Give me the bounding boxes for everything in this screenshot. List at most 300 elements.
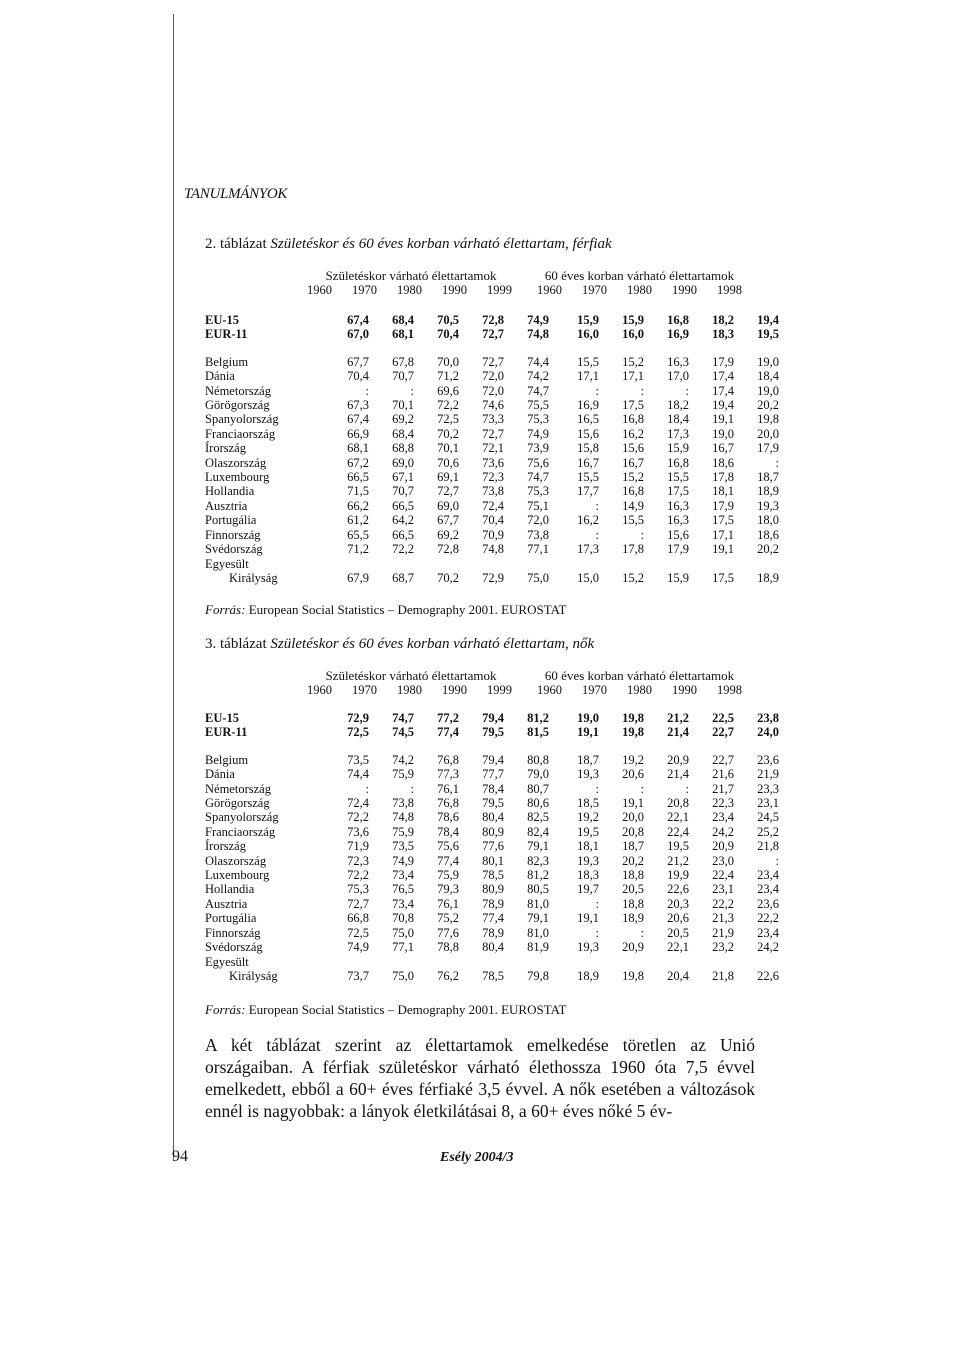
table-cell: 19,1 [577, 911, 599, 926]
table-cell: 70,4 [437, 327, 459, 342]
table-cell: 74,9 [347, 940, 369, 955]
table-row [205, 398, 779, 412]
year-label: 1990 [442, 683, 467, 697]
table-cell: 69,1 [437, 470, 459, 485]
table2-source-label: Forrás: [205, 602, 246, 617]
year-label: 1960 [537, 283, 562, 297]
table-cell: 81,2 [527, 868, 549, 883]
table-cell: : [595, 498, 599, 513]
year-label: 1970 [352, 283, 377, 297]
table-cell: 24,2 [757, 940, 779, 955]
table-cell: 72,5 [347, 725, 369, 740]
table-cell: 22,1 [667, 810, 689, 825]
table-cell: 75,0 [527, 570, 549, 585]
table2-number: 2. táblázat [205, 236, 267, 252]
table-cell: 66,8 [347, 911, 369, 926]
table-cell: 66,5 [347, 470, 369, 485]
table-cell: 21,9 [712, 925, 734, 940]
table3-number: 3. táblázat [205, 636, 267, 652]
row-label: Olaszország [205, 455, 267, 470]
table-cell: 19,1 [577, 725, 599, 740]
table-cell: 82,5 [527, 810, 549, 825]
table-cell: 19,5 [757, 327, 779, 342]
table-cell: 21,2 [667, 711, 689, 725]
table-cell: 23,4 [757, 882, 779, 897]
table-cell: 15,9 [622, 313, 644, 327]
table-cell: 19,2 [622, 752, 644, 767]
table-cell: 69,0 [437, 498, 459, 513]
table-cell: 75,3 [347, 882, 369, 897]
table-cell: 75,9 [437, 868, 459, 883]
table-cell: 70,2 [437, 570, 459, 585]
table-cell: 19,0 [577, 711, 599, 725]
table-cell: : [410, 781, 414, 796]
table-cell: 74,9 [392, 853, 414, 868]
table-cell: 17,5 [712, 570, 734, 585]
table-cell: 70,2 [437, 426, 459, 441]
row-label: Dánia [205, 767, 235, 782]
table-cell: 72,2 [347, 810, 369, 825]
row-label: Hollandia [205, 882, 255, 897]
table-cell: 21,8 [712, 968, 734, 983]
table-cell: 72,8 [437, 542, 459, 557]
table-cell: 19,3 [757, 498, 779, 513]
table-cell: 18,9 [577, 968, 599, 983]
table-cell: 74,7 [527, 470, 549, 485]
table-cell: 23,2 [712, 940, 734, 955]
table-cell: : [410, 383, 414, 398]
table-cell: 17,9 [667, 542, 689, 557]
table-cell: : [595, 896, 599, 911]
row-label: EUR-11 [205, 725, 248, 740]
row-label: Belgium [205, 354, 249, 369]
table-cell: 72,5 [347, 925, 369, 940]
table-cell: 16,9 [577, 398, 599, 413]
table-row [205, 753, 779, 767]
row-label: Királyság [229, 968, 278, 983]
table-cell: 72,7 [347, 896, 369, 911]
table3-group1-header: Születéskor várható élettartamok [325, 668, 497, 683]
row-label: Írország [205, 441, 246, 456]
table-cell: 17,0 [667, 369, 689, 384]
table-cell: 19,3 [577, 853, 599, 868]
table-cell: 73,6 [347, 824, 369, 839]
table-row [205, 369, 779, 383]
table-cell: 76,1 [437, 781, 459, 796]
table-cell: 74,8 [482, 542, 504, 557]
table-cell: 18,8 [622, 868, 644, 883]
row-label: Egyesült [205, 556, 249, 571]
table-cell: 73,9 [527, 441, 549, 456]
table-cell: 72,4 [482, 498, 504, 513]
journal-name: Esély 2004/3 [440, 1150, 514, 1165]
table-row [205, 796, 779, 810]
table-cell: 20,9 [667, 752, 689, 767]
table-cell: 72,8 [482, 313, 504, 327]
table-row [205, 456, 779, 470]
table-cell: 73,8 [392, 796, 414, 811]
table-cell: 70,1 [437, 441, 459, 456]
table-row [205, 470, 779, 484]
row-label: Portugália [205, 911, 257, 926]
table-cell: 78,5 [482, 968, 504, 983]
table-cell: 64,2 [392, 513, 414, 528]
table-cell: 81,5 [527, 725, 549, 740]
table-cell: 15,6 [667, 527, 689, 542]
body-paragraph: A két táblázat szerint az élettartamok emelkedése töretlen az Unió országaiban. A férfiak születéskor várható élethossza 1960 óta 7,5 évvel emelkedett, ebből a 60+ éves férfiaké 3,5 évvel. A nők esetében a változások ennél is nagyobbak: a lányok életkilátásai 8, a 60+ éves nőké 5 év- [205, 1035, 755, 1121]
table-cell: 79,1 [527, 911, 549, 926]
table-cell: 70,6 [437, 455, 459, 470]
table-cell: 66,2 [347, 498, 369, 513]
table-cell: 74,4 [347, 767, 369, 782]
table-cell: 18,2 [667, 398, 689, 413]
table-cell: 18,8 [622, 896, 644, 911]
table-cell: 22,4 [712, 868, 734, 883]
table-cell: 19,3 [577, 767, 599, 782]
table-cell: 70,7 [392, 369, 414, 384]
year-label: 1998 [717, 283, 742, 297]
table-cell: 24,5 [757, 810, 779, 825]
year-label: 1980 [627, 283, 652, 297]
year-label: 1999 [487, 283, 512, 297]
table-row [205, 441, 779, 455]
table-cell: 68,4 [392, 426, 414, 441]
table-cell: 75,0 [392, 968, 414, 983]
table-cell: 73,8 [482, 484, 504, 499]
table2-caption [205, 236, 612, 253]
page-number: 94 [172, 1148, 188, 1165]
table-cell: 19,1 [622, 796, 644, 811]
row-label: Németország [205, 781, 271, 796]
table-cell: 18,0 [757, 513, 779, 528]
table-cell: 19,0 [757, 354, 779, 369]
row-label: Finnország [205, 527, 261, 542]
table-cell: 78,9 [482, 925, 504, 940]
table-cell: 73,3 [482, 412, 504, 427]
table-cell: 23,0 [712, 853, 734, 868]
table-cell: 68,7 [392, 570, 414, 585]
table-row [205, 782, 779, 796]
table2-title: Születéskor és 60 éves korban várható élettartam, férfiak [270, 236, 612, 252]
row-label: Svédország [205, 940, 263, 955]
table-cell: 70,7 [392, 484, 414, 499]
table-cell: 15,5 [667, 470, 689, 485]
row-label: Görögország [205, 796, 270, 811]
table-cell: 16,7 [577, 455, 599, 470]
table-cell: 71,9 [347, 839, 369, 854]
table-cell: 70,4 [347, 369, 369, 384]
table-cell: 20,5 [622, 882, 644, 897]
table-cell: 16,0 [622, 327, 644, 342]
table-row [205, 969, 779, 983]
row-label: EU-15 [205, 313, 240, 327]
year-label: 1980 [627, 683, 652, 697]
table-cell: 18,4 [757, 369, 779, 384]
table-cell: 67,0 [347, 327, 369, 342]
table-cell: 19,4 [712, 398, 734, 413]
table-cell: 19,2 [577, 810, 599, 825]
table-cell: 72,7 [437, 484, 459, 499]
table-cell: 67,8 [392, 354, 414, 369]
row-label: Hollandia [205, 484, 255, 499]
table-cell: 15,9 [577, 313, 599, 327]
table-cell: 70,4 [482, 513, 504, 528]
table-row [205, 926, 779, 940]
table-cell: 75,2 [437, 911, 459, 926]
table2-group2-header: 60 éves korban várható élettartamok [544, 268, 735, 283]
table-cell: 20,6 [667, 911, 689, 926]
table-cell: 18,9 [622, 911, 644, 926]
table-cell: 15,5 [577, 470, 599, 485]
table-cell: 72,5 [437, 412, 459, 427]
row-label: Franciaország [205, 824, 276, 839]
table-cell: 21,6 [712, 767, 734, 782]
table-cell: 77,4 [482, 911, 504, 926]
table2-source-text: European Social Statistics – Demography 2001. EUROSTAT [248, 602, 567, 617]
table-cell: 72,7 [482, 327, 504, 342]
table-cell: 20,6 [622, 767, 644, 782]
table-cell: 22,2 [712, 896, 734, 911]
table-cell: 72,2 [392, 542, 414, 557]
table3-source [205, 1002, 566, 1018]
row-label: Egyesült [205, 954, 249, 969]
table-cell: 65,5 [347, 527, 369, 542]
table-cell: 21,3 [712, 911, 734, 926]
table-cell: 22,6 [667, 882, 689, 897]
table-cell: 16,8 [667, 455, 689, 470]
table-cell: 80,9 [482, 824, 504, 839]
row-label: EU-15 [205, 711, 240, 725]
table-cell: 80,5 [527, 882, 549, 897]
table-cell: 77,1 [527, 542, 549, 557]
year-label: 1980 [397, 283, 422, 297]
table-cell: 23,4 [757, 868, 779, 883]
row-label: Németország [205, 383, 271, 398]
row-label: Finnország [205, 925, 261, 940]
table-row [205, 711, 779, 725]
table-cell: 74,2 [392, 752, 414, 767]
table-cell: 23,6 [757, 896, 779, 911]
table-cell: 20,8 [622, 824, 644, 839]
table-cell: 82,3 [527, 853, 549, 868]
row-label: Spanyolország [205, 810, 279, 825]
year-label: 1999 [487, 683, 512, 697]
table-cell: 17,9 [712, 498, 734, 513]
table-cell: 78,4 [437, 824, 459, 839]
table-cell: 17,8 [622, 542, 644, 557]
table-cell: 67,7 [437, 513, 459, 528]
table2-group1-header: Születéskor várható élettartamok [325, 268, 497, 283]
table-cell: 81,9 [527, 940, 549, 955]
table-cell: 18,1 [577, 839, 599, 854]
table-cell: 72,3 [347, 853, 369, 868]
table-cell: 20,9 [622, 940, 644, 955]
table-cell: 74,6 [482, 398, 504, 413]
table-cell: 16,2 [622, 426, 644, 441]
year-label: 1990 [672, 283, 697, 297]
table-cell: 17,8 [712, 470, 734, 485]
table-cell: 16,8 [667, 313, 689, 327]
table-cell: 80,1 [482, 853, 504, 868]
table-cell: 18,1 [712, 484, 734, 499]
table-cell: 22,5 [712, 711, 734, 725]
row-label: Írország [205, 839, 246, 854]
table-cell: 80,6 [527, 796, 549, 811]
table-cell: 17,9 [757, 441, 779, 456]
table-cell: 18,4 [667, 412, 689, 427]
table-cell: 72,4 [347, 796, 369, 811]
table-cell: 19,1 [712, 542, 734, 557]
table-cell: 16,0 [577, 327, 599, 342]
table-cell: 15,5 [622, 513, 644, 528]
table-cell: 80,4 [482, 940, 504, 955]
table-cell: 79,4 [482, 752, 504, 767]
table-cell: 23,4 [757, 925, 779, 940]
table-cell: 21,4 [667, 767, 689, 782]
table-row [205, 557, 779, 571]
table-cell: 15,2 [622, 570, 644, 585]
table-cell: 16,3 [667, 354, 689, 369]
table-cell: 72,7 [482, 354, 504, 369]
table-cell: 79,3 [437, 882, 459, 897]
table-cell: 66,5 [392, 498, 414, 513]
table-cell: 74,8 [392, 810, 414, 825]
row-label: Görögország [205, 398, 270, 413]
table-cell: 16,2 [577, 513, 599, 528]
table-cell: : [595, 383, 599, 398]
table-cell: 16,3 [667, 513, 689, 528]
table-cell: 80,4 [482, 810, 504, 825]
table-cell: 19,3 [577, 940, 599, 955]
table-cell: 71,2 [347, 542, 369, 557]
table-cell: 72,0 [482, 383, 504, 398]
table-cell: 18,7 [577, 752, 599, 767]
table-cell: 22,2 [757, 911, 779, 926]
table-cell: : [595, 925, 599, 940]
table-cell: 72,7 [482, 426, 504, 441]
table-cell: 75,5 [527, 398, 549, 413]
table-cell: : [640, 925, 644, 940]
table-cell: 17,7 [577, 484, 599, 499]
row-label: Svédország [205, 542, 263, 557]
table-cell: 17,5 [712, 513, 734, 528]
table-cell: 19,5 [667, 839, 689, 854]
table-row [205, 571, 779, 585]
table-cell: 78,6 [437, 810, 459, 825]
section-heading: TANULMÁNYOK [184, 186, 288, 202]
table-cell: 73,4 [392, 868, 414, 883]
row-spacer [205, 740, 779, 753]
year-label: 1980 [397, 683, 422, 697]
table-cell: 14,9 [622, 498, 644, 513]
table-cell: 69,0 [392, 455, 414, 470]
table-cell: 67,2 [347, 455, 369, 470]
table-cell: 78,5 [482, 868, 504, 883]
row-label: Királyság [229, 570, 278, 585]
table-cell: 21,2 [667, 853, 689, 868]
table-cell: 18,7 [622, 839, 644, 854]
table-cell: 68,4 [392, 313, 414, 327]
table-cell: 17,3 [577, 542, 599, 557]
table-row [205, 513, 779, 527]
table-cell: 70,1 [392, 398, 414, 413]
table3-data [205, 711, 779, 983]
year-label: 1970 [582, 683, 607, 697]
table-cell: 72,0 [482, 369, 504, 384]
table-cell: 69,2 [392, 412, 414, 427]
table2-data [205, 313, 779, 585]
table-row [205, 839, 779, 853]
table-cell: 20,8 [667, 796, 689, 811]
table-cell: 18,6 [712, 455, 734, 470]
table-cell: 23,8 [757, 711, 779, 725]
table-cell: 16,5 [577, 412, 599, 427]
table-cell: 16,3 [667, 498, 689, 513]
table-cell: 69,6 [437, 383, 459, 398]
table-cell: 77,6 [482, 839, 504, 854]
table2-source [205, 602, 566, 618]
table-cell: : [640, 383, 644, 398]
table-cell: : [775, 853, 779, 868]
table-cell: 68,1 [392, 327, 414, 342]
table-cell: 69,2 [437, 527, 459, 542]
table-cell: 21,8 [757, 839, 779, 854]
table-cell: 20,2 [757, 398, 779, 413]
year-label: 1960 [307, 683, 332, 697]
table-cell: 79,5 [482, 796, 504, 811]
table-row [205, 882, 779, 896]
table-cell: 20,9 [712, 839, 734, 854]
table-cell: 73,5 [392, 839, 414, 854]
table-cell: 15,2 [622, 470, 644, 485]
row-spacer [205, 342, 779, 355]
table-cell: 20,0 [757, 426, 779, 441]
table-cell: 22,6 [757, 968, 779, 983]
table-row [205, 940, 779, 954]
table-row [205, 767, 779, 781]
table-cell: 73,5 [347, 752, 369, 767]
table-cell: 79,4 [482, 711, 504, 725]
table-cell: 17,1 [622, 369, 644, 384]
table-cell: 22,4 [667, 824, 689, 839]
table-cell: 79,0 [527, 767, 549, 782]
table-cell: 77,7 [482, 767, 504, 782]
table-cell: 16,7 [712, 441, 734, 456]
table-cell: 20,2 [757, 542, 779, 557]
table3-group2-header: 60 éves korban várható élettartamok [544, 668, 735, 683]
table-cell: 15,9 [667, 441, 689, 456]
table-cell: 81,0 [527, 925, 549, 940]
table-cell: 19,8 [622, 725, 644, 740]
table3-source-text: European Social Statistics – Demography 2001. EUROSTAT [248, 1002, 567, 1017]
row-label: Franciaország [205, 426, 276, 441]
table-cell: 70,5 [437, 313, 459, 327]
year-label: 1990 [442, 283, 467, 297]
table-cell: 81,2 [527, 711, 549, 725]
table-cell: 78,4 [482, 781, 504, 796]
table-cell: 16,8 [622, 484, 644, 499]
table-cell: 15,6 [577, 426, 599, 441]
table-cell: 24,0 [757, 725, 779, 740]
table-cell: 79,5 [482, 725, 504, 740]
table-row [205, 313, 779, 327]
table-cell: 19,8 [622, 711, 644, 725]
table-cell: : [640, 781, 644, 796]
table-cell: 77,6 [437, 925, 459, 940]
table-cell: 79,1 [527, 839, 549, 854]
table-cell: 17,4 [712, 369, 734, 384]
table-cell: 67,4 [347, 412, 369, 427]
